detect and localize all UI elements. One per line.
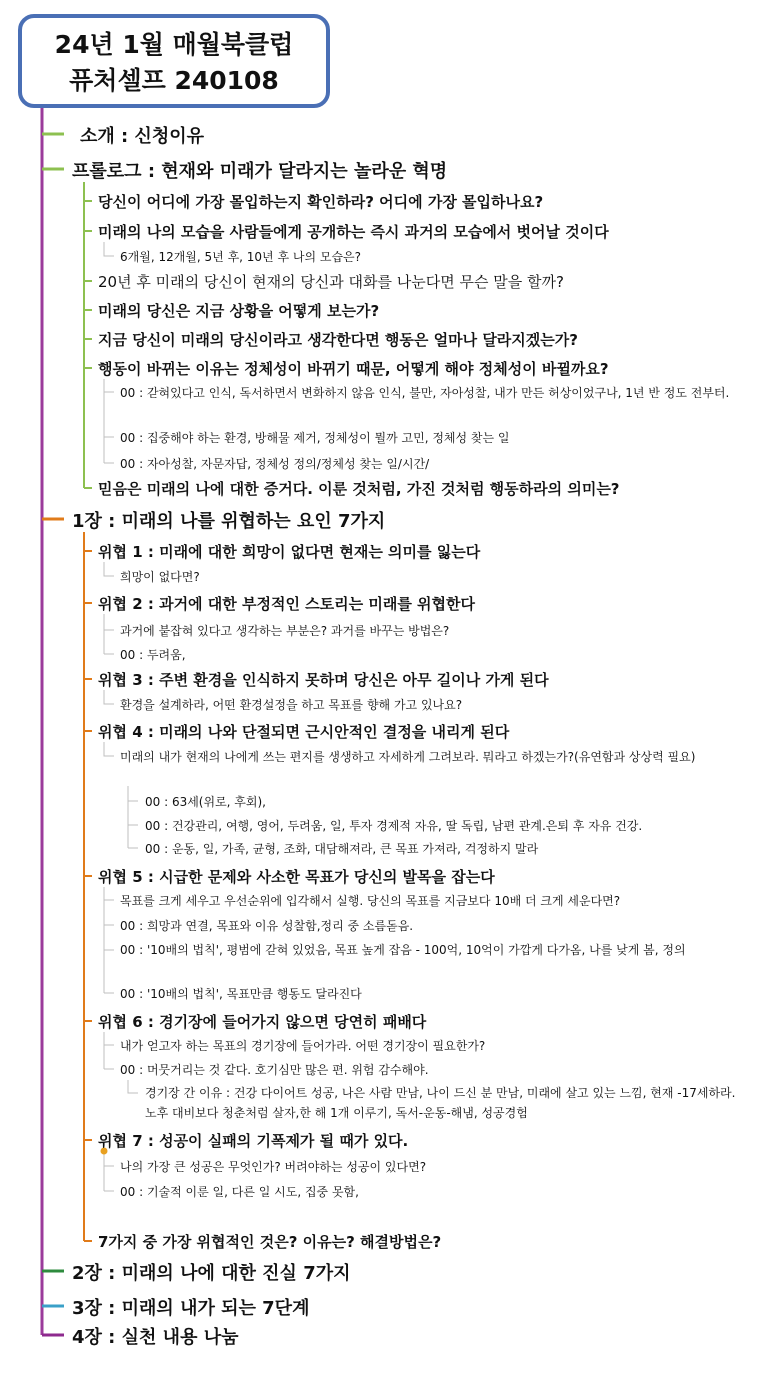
note[interactable]: 00 : 운동, 일, 가족, 균형, 조화, 대담해져라, 큰 목표 가져라, 걱정하지 말라 (145, 842, 539, 856)
topic-chapter-1[interactable]: 1장 : 미래의 나를 위협하는 요인 7가지 (72, 511, 386, 532)
topic-prologue[interactable]: 프롤로그 : 현재와 미래가 달라지는 놀라운 혁명 (72, 161, 448, 182)
threat-3[interactable]: 위협 3 : 주변 환경을 인식하지 못하며 당신은 아무 길이나 가게 된다 (98, 671, 549, 689)
subtopic[interactable]: 미래의 당신은 지금 상황을 어떻게 보는가? (98, 302, 380, 320)
note[interactable]: 희망이 없다면? (120, 570, 200, 584)
threat-1[interactable]: 위협 1 : 미래에 대한 희망이 없다면 현재는 의미를 잃는다 (98, 543, 481, 561)
subtopic[interactable]: 미래의 나의 모습을 사람들에게 공개하는 즉시 과거의 모습에서 벗어날 것이다 (98, 223, 609, 241)
note[interactable]: 00 : 두려움, (120, 648, 186, 662)
threat-5[interactable]: 위협 5 : 시급한 문제와 사소한 목표가 당신의 발목을 잡는다 (98, 868, 495, 886)
subtopic[interactable]: 7가지 중 가장 위협적인 것은? 이유는? 해결방법은? (98, 1233, 442, 1251)
note[interactable]: 00 : 자아성찰, 자문자답, 정체성 정의/정체성 찾는 일/시간/ (120, 457, 430, 471)
note[interactable]: 00 : 희망과 연결, 목표와 이유 성찰함,정리 중 소름돋음. (120, 919, 414, 933)
topic-chapter-2[interactable]: 2장 : 미래의 나에 대한 진실 7가지 (72, 1263, 351, 1284)
note[interactable]: 00 : 머뭇거리는 것 같다. 호기심만 많은 편. 위험 감수해야. (120, 1063, 429, 1077)
note[interactable]: 00 : 갇혀있다고 인식, 독서하면서 변화하지 않음 인식, 불만, 자아성찰, 내가 만든 허상이었구나, 1년 반 정도 전부터. (120, 386, 730, 400)
threat-6[interactable]: 위협 6 : 경기장에 들어가지 않으면 당연히 패배다 (98, 1013, 427, 1031)
topic-chapter-4[interactable]: 4장 : 실천 내용 나눔 (72, 1327, 239, 1348)
threat-7[interactable]: 위협 7 : 성공이 실패의 기폭제가 될 때가 있다. (98, 1132, 409, 1150)
note[interactable]: 내가 얻고자 하는 목표의 경기장에 들어가라. 어떤 경기장이 필요한가? (120, 1039, 486, 1053)
subtopic[interactable]: 행동이 바뀌는 이유는 정체성이 바뀌기 때문, 어떻게 해야 정체성이 바뀔까요? (98, 360, 609, 378)
topic-chapter-3[interactable]: 3장 : 미래의 내가 되는 7단계 (72, 1298, 310, 1319)
note[interactable]: 미래의 내가 현재의 나에게 쓰는 편지를 생생하고 자세하게 그려보라. 뭐라고 하겠는가?(유연함과 상상력 필요) (120, 750, 696, 764)
topic-intro[interactable]: 소개 : 신청이유 (80, 126, 205, 147)
note[interactable]: 00 : 건강관리, 여행, 영어, 두려움, 일, 투자 경제적 자유, 딸 독립, 남편 관계.은퇴 후 자유 건강. (145, 819, 643, 833)
note[interactable]: 00 : '10배의 법칙', 목표만큼 행동도 달라진다 (120, 987, 362, 1001)
title-line-2: 퓨처셀프 240108 (69, 66, 279, 95)
threat-4[interactable]: 위협 4 : 미래의 나와 단절되면 근시안적인 결정을 내리게 된다 (98, 723, 510, 741)
note[interactable]: 00 : '10배의 법칙', 평범에 갇혀 있었음, 목표 높게 잡음 - 100억, 10억이 가깝게 다가옴, 나를 낮게 봄, 정의 (120, 943, 686, 957)
note[interactable]: 00 : 기술적 이룬 일, 다른 일 시도, 집중 못함, (120, 1185, 359, 1199)
note[interactable]: 00 : 집중해야 하는 환경, 방해물 제거, 정체성이 뭘까 고민, 정체성 찾는 일 (120, 431, 510, 445)
note[interactable]: 나의 가장 큰 성공은 무엇인가? 버려야하는 성공이 있다면? (120, 1160, 427, 1174)
subtopic[interactable]: 믿음은 미래의 나에 대한 증거다. 이룬 것처럼, 가진 것처럼 행동하라의 의미는? (98, 480, 620, 498)
threat-2[interactable]: 위협 2 : 과거에 대한 부정적인 스토리는 미래를 위협한다 (98, 595, 475, 613)
title-line-1: 24년 1월 매월북클럽 (54, 30, 294, 59)
central-topic[interactable] (18, 14, 330, 108)
note[interactable]: 환경을 설계하라, 어떤 환경설정을 하고 목표를 향해 가고 있나요? (120, 698, 463, 712)
note[interactable]: 6개월, 12개월, 5년 후, 10년 후 나의 모습은? (120, 250, 362, 264)
subtopic[interactable]: 지금 당신이 미래의 당신이라고 생각한다면 행동은 얼마나 달라지겠는가? (98, 331, 578, 349)
note[interactable]: 00 : 63세(위로, 후회), (145, 795, 266, 809)
note[interactable]: 과거에 붙잡혀 있다고 생각하는 부분은? 과거를 바꾸는 방법은? (120, 624, 450, 638)
note[interactable]: 목표를 크게 세우고 우선순위에 입각해서 실행. 당신의 목표를 지금보다 10배 더 크게 세운다면? (120, 894, 621, 908)
subtopic[interactable]: 20년 후 미래의 당신이 현재의 당신과 대화를 나눈다면 무슨 말을 할까? (98, 273, 564, 291)
note[interactable]: 경기장 간 이유 : 건강 다이어트 성공, 나은 사람 만남, 나이 드신 분 만남, 미래에 살고 있는 느낌, 현재 -17세하라.노후 대비보다 청춘처럼 살자,한 해 1개 이루기, 독서-운동-해냄, 성공경험 (145, 1086, 736, 1120)
subtopic[interactable]: 당신이 어디에 가장 몰입하는지 확인하라? 어디에 가장 몰입하나요? (98, 193, 544, 211)
